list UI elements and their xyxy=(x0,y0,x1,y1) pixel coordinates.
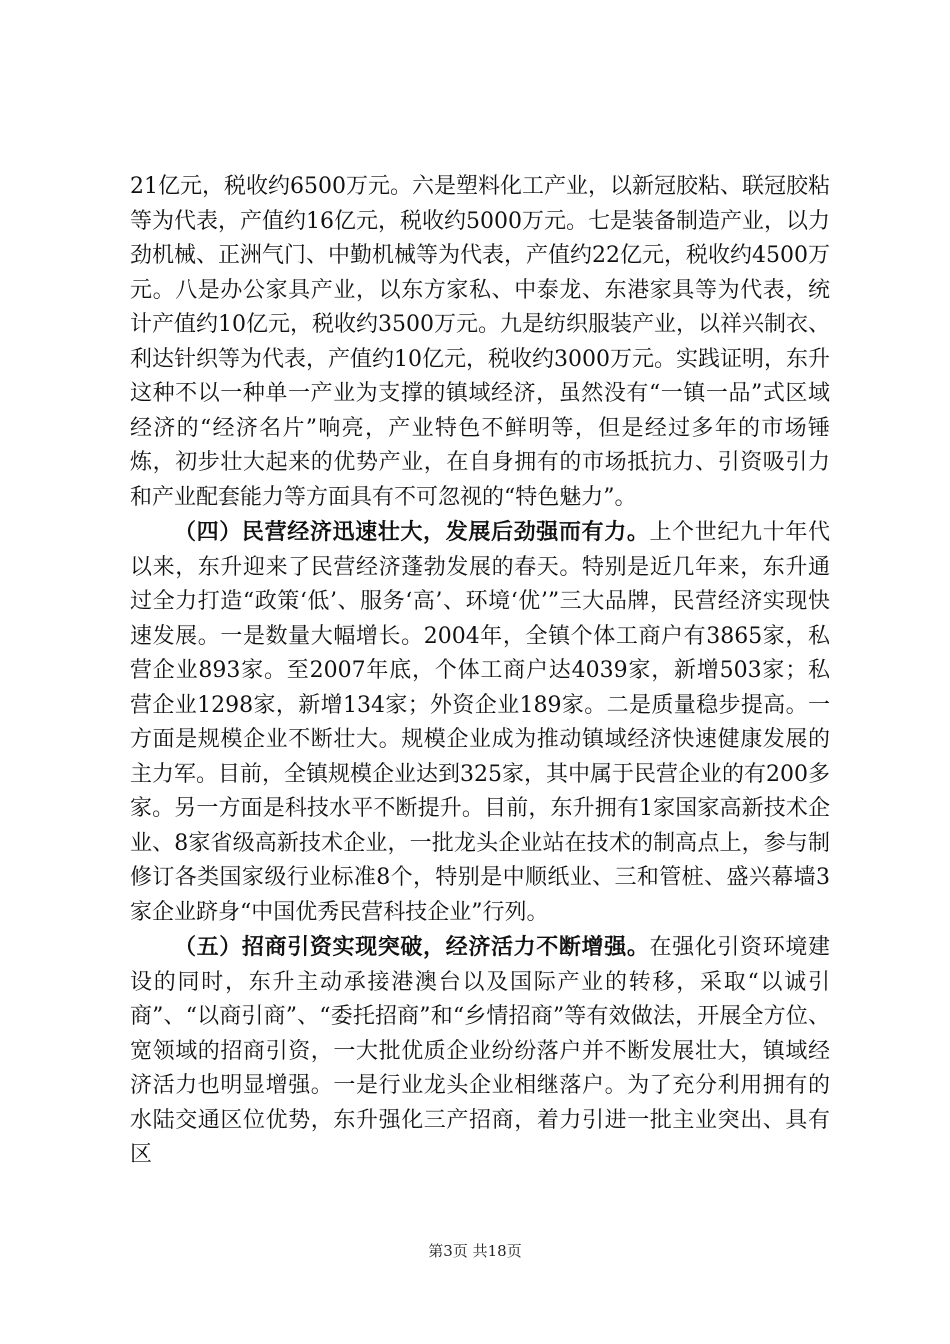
document-body xyxy=(130,170,830,1173)
paragraph-text: 21亿元，税收约6500万元。六是塑料化工产业，以新冠胶粘、联冠胶粘等为代表，产值约16亿元，税收约5000万元。七是装备制造产业，以力劲机械、正洲气门、中勤机械等为代表，产值约22亿元，税收约4500万元。八是办公家具产业，以东方家私、中泰龙、东港家具等为代表，统计产值约10亿元，税收约3500万元。九是纺织服装产业，以祥兴制衣、利达针织等为代表，产值约10亿元，税收约3000万元。实践证明，东升这种不以一种单一产业为支撑的镇域经济，虽然没有“一镇一品”式区域经济的“经济名片”响亮，产业特色不鲜明等，但是经过多年的市场锤炼，初步壮大起来的优势产业，在自身拥有的市场抵抗力、引资吸引力和产业配套能力等方面具有不可忽视的“特色魅力”。 xyxy=(130,174,830,510)
paragraph-text: 上个世纪九十年代以来，东升迎来了民营经济蓬勃发展的春天。特别是近几年来，东升通过全力打造“政策‘低’、服务‘高’、环境‘优’”三大品牌，民营经济实现快速发展。一是数量大幅增长。2004年，全镇个体工商户有3865家，私营企业893家。至2007年底，个体工商户达4039家，新增503家；私营企业1298家，新增134家；外资企业189家。二是质量稳步提高。一方面是规模企业不断壮大。规模企业成为推动镇域经济快速健康发展的主力军。目前，全镇规模企业达到325家，其中属于民营企业的有200多家。另一方面是科技水平不断提升。目前，东升拥有1家国家高新技术企业、8家省级高新技术企业，一批龙头企业站在技术的制高点上，参与制修订各类国家级行业标准8个，特别是中顺纸业、三和管桩、盛兴幕墙3家企业跻身“中国优秀民营科技企业”行列。 xyxy=(130,520,830,925)
page-number-footer: 第3页 共18页 xyxy=(428,1242,522,1260)
paragraph-industries xyxy=(130,170,830,515)
paragraph-investment xyxy=(130,930,830,1173)
section-heading-4: （四）民营经济迅速壮大，发展后劲强而有力。 xyxy=(174,519,650,545)
paragraph-text: 在强化引资环境建设的同时，东升主动承接港澳台以及国际产业的转移，采取“以诚引商”、“以商引商”、“委托招商”和“乡情招商”等有效做法，开展全方位、宽领域的招商引资，一大批优质企业纷纷落户并不断发展壮大，镇域经济活力也明显增强。一是行业龙头企业相继落户。为了充分利用拥有的水陆交通区位优势，东升强化三产招商，着力引进一批主业突出、具有区 xyxy=(130,935,830,1167)
section-heading-5: （五）招商引资实现突破，经济活力不断增强。 xyxy=(174,934,650,960)
paragraph-private-economy xyxy=(130,515,830,930)
